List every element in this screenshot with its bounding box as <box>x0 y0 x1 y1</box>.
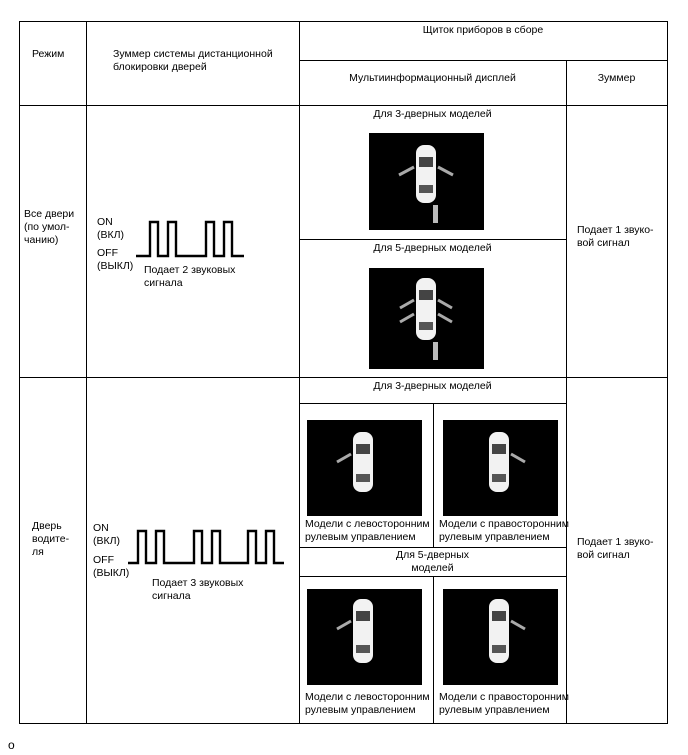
row2-3door-right-caption: Модели с правосторонним рулевым управлением <box>439 518 569 543</box>
row2-off-label: OFF (ВЫКЛ) <box>93 554 130 579</box>
car-display-image <box>307 420 422 516</box>
row2-5door-right-caption: Модели с правосторонним рулевым управлением <box>439 691 569 716</box>
car-display-image <box>307 589 422 685</box>
car-display-image <box>369 133 484 230</box>
car-top-view-icon <box>443 589 558 685</box>
row1-off-label: OFF (ВЫКЛ) <box>97 247 134 272</box>
row1-on-label: ON (ВКЛ) <box>97 216 125 241</box>
car-top-view-icon <box>307 420 422 516</box>
row2-pulse-waveform <box>128 527 284 567</box>
header-mid: Мультиинформационный дисплей <box>349 72 516 84</box>
footer-mark: o <box>8 738 15 752</box>
header-buzzer-system: Зуммер системы дистанционной блокировки дверей <box>113 48 273 73</box>
row2-buzzer: Подает 1 звуко- вой сигнал <box>577 536 654 561</box>
row2-display-caption-3door: Для 3-дверных моделей <box>373 380 492 392</box>
row2-5door-left-caption: Модели с левосторонним рулевым управлением <box>305 691 430 716</box>
row1-display-caption-3door: Для 3-дверных моделей <box>373 108 492 120</box>
car-display-image <box>443 420 558 516</box>
row2-3door-left-caption: Модели с левосторонним рулевым управлением <box>305 518 430 543</box>
car-top-view-icon <box>307 589 422 685</box>
row1-mode: Все двери (по умол- чанию) <box>24 208 75 246</box>
row1-pulse-waveform <box>136 218 244 260</box>
header-mode: Режим <box>32 48 65 60</box>
header-cluster: Щиток приборов в сборе <box>422 24 544 36</box>
row2-on-label: ON (ВКЛ) <box>93 522 121 547</box>
row1-beeps: Подает 2 звуковых сигнала <box>144 264 236 289</box>
row1-buzzer: Подает 1 звуко- вой сигнал <box>577 224 654 249</box>
row2-beeps: Подает 3 звуковых сигнала <box>152 577 244 602</box>
car-top-view-icon <box>443 420 558 516</box>
header-buzzer: Зуммер <box>597 72 636 84</box>
row2-display-caption-5door: Для 5-дверных моделей <box>395 549 470 574</box>
car-top-view-icon <box>369 268 484 369</box>
car-display-image <box>369 268 484 369</box>
car-top-view-icon <box>369 133 484 230</box>
row1-display-caption-5door: Для 5-дверных моделей <box>373 242 492 254</box>
row2-mode: Дверь водите- ля <box>32 520 70 558</box>
car-display-image <box>443 589 558 685</box>
